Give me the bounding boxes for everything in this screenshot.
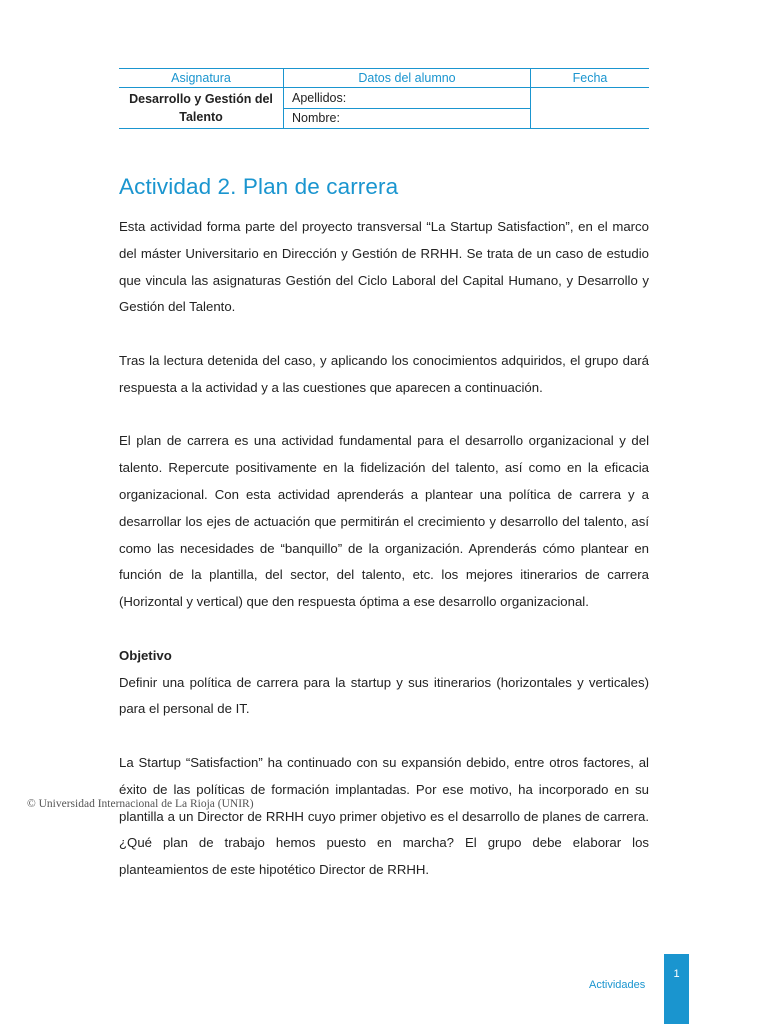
- student-info-table: [119, 68, 649, 129]
- header-subject: Asignatura: [119, 69, 284, 88]
- footer-section-label: Actividades: [589, 979, 646, 991]
- copyright-watermark: © Universidad Internacional de La Rioja (UNIR): [27, 798, 254, 810]
- page-title: Actividad 2. Plan de carrera: [119, 174, 399, 199]
- name-field[interactable]: Nombre:: [284, 108, 531, 129]
- date-field[interactable]: [531, 88, 650, 129]
- subject-value: Desarrollo y Gestión del Talento: [119, 88, 284, 129]
- surname-field[interactable]: Apellidos:: [284, 88, 531, 109]
- header-date: Fecha: [531, 69, 650, 88]
- career-plan-paragraph: El plan de carrera es una actividad fundamental para el desarrollo organizacional y del talento. Repercute positivamente en la fidelización del talento, así como en la eficacia organizacional. Con esta actividad aprenderás a plantear una política de carrera y a desarrollar los ejes de actuación que permitirán el crecimiento y desarrollo del talento, así como las necesidades de “banquillo” de la organización. Aprenderás cómo plantear en función de la plantilla, del sector, del talento, etc. los mejores itinerarios de carrera (Horizontal y vertical) que den respuesta óptima a ese desarrollo organizacional.: [119, 433, 649, 610]
- intro-paragraph: Esta actividad forma parte del proyecto transversal “La Startup Satisfaction”, en el marco del máster Universitario en Dirección y Gestión de RRHH. Se trata de un caso de estudio que vincula las asignaturas Gestión del Ciclo Laboral del Capital Humano, y Desarrollo y Gestión del Talento.: [119, 219, 649, 315]
- objective-text: Definir una política de carrera para la startup y sus itinerarios (horizontales y verticales) para el personal de IT.: [119, 674, 649, 717]
- page-number: 1: [673, 968, 680, 980]
- header-student-data: Datos del alumno: [284, 69, 531, 88]
- closing-paragraph: La Startup “Satisfaction” ha continuado con su expansión debido, entre otros factores, al éxito de las políticas de formación implantadas. Por ese motivo, ha incorporado en su plantilla a un Director de RRHH cuyo primer objetivo es el desarrollo de planes de carrera. ¿Qué plan de trabajo hemos puesto en marcha? El grupo debe elaborar los planteamientos de este hipotético Director de RRHH.: [119, 754, 649, 878]
- instructions-paragraph: Tras la lectura detenida del caso, y aplicando los conocimientos adquiridos, el grupo dará respuesta a la actividad y a las cuestiones que aparecen a continuación.: [119, 352, 649, 395]
- page-number-tab: [664, 954, 689, 1024]
- objective-heading: Objetivo: [119, 647, 172, 663]
